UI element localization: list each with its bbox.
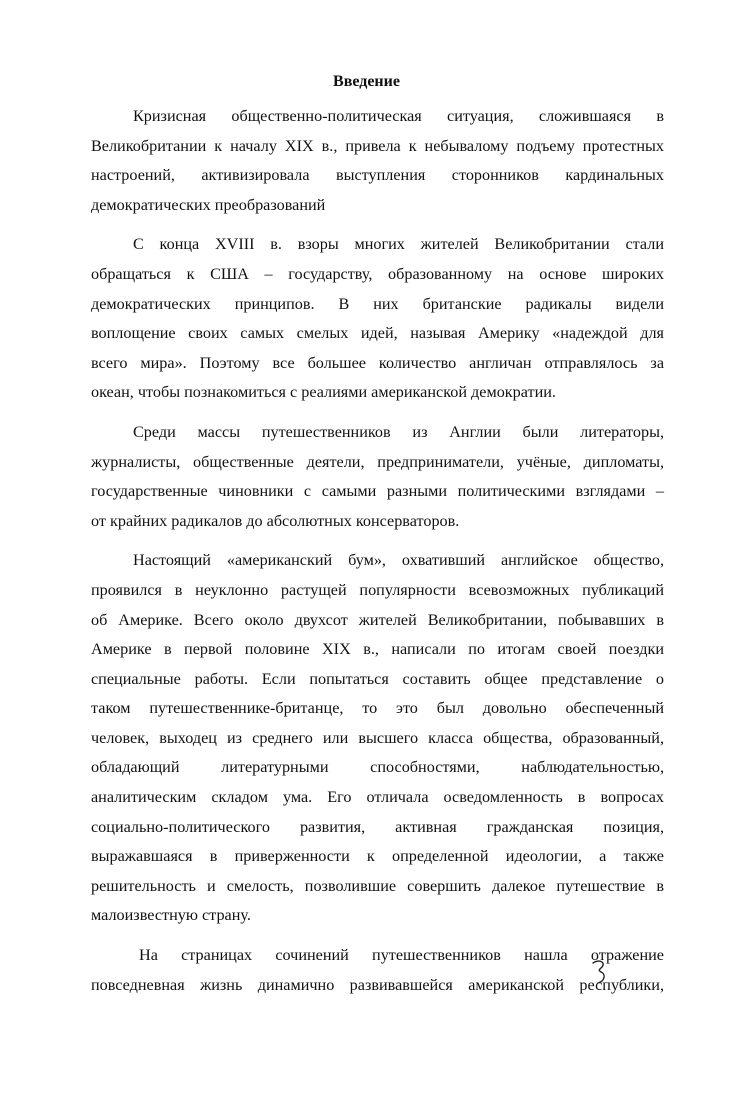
text-line: специальные работы. Если попытаться составить общее представление о bbox=[91, 669, 664, 688]
paragraph-4 bbox=[91, 546, 664, 931]
text-line: об Америке. Всего около двухсот жителей Великобритании, побывавших в bbox=[91, 610, 664, 629]
text-line: настроений, активизировала выступления сторонников кардинальных bbox=[91, 166, 664, 185]
text-line: таком путешественнике-британце, то это был довольно обеспеченный bbox=[91, 699, 664, 718]
text-line: от крайних радикалов до абсолютных консерваторов. bbox=[91, 511, 460, 530]
text-line: аналитическим складом ума. Его отличала осведомленность в вопросах bbox=[91, 788, 664, 807]
text-line: Америке в первой половине XIX в., написали по итогам своей поездки bbox=[91, 640, 664, 659]
text-line: журналисты, общественные деятели, предприниматели, учёные, дипломаты, bbox=[91, 452, 664, 471]
paragraph-2 bbox=[91, 230, 664, 408]
text-line: обладающий литературными способностями, наблюдательностью, bbox=[91, 758, 664, 777]
text-line: государственные чиновники с самыми разными политическими взглядами – bbox=[91, 482, 664, 501]
text-line: Настоящий «американский бум», охвативший английское общество, bbox=[133, 551, 664, 570]
text-line: Великобритании к началу XIX в., привела к небывалому подъему протестных bbox=[91, 136, 664, 155]
body-text bbox=[91, 102, 664, 1000]
text-line: социально-политического развития, активная гражданская позиция, bbox=[91, 817, 664, 836]
handwritten-page-mark bbox=[590, 958, 612, 986]
text-line: решительность и смелость, позволившие совершить далекое путешествие в bbox=[91, 876, 664, 895]
text-line: проявился в неуклонно растущей популярности всевозможных публикаций bbox=[91, 580, 664, 599]
paragraph-1 bbox=[91, 102, 664, 220]
text-line: выражавшаяся в приверженности к определенной идеологии, а также bbox=[91, 847, 664, 866]
text-line: Кризисная общественно-политическая ситуация, сложившаяся в bbox=[133, 107, 664, 125]
paragraph-5 bbox=[91, 941, 664, 1000]
text-line: демократических преобразований bbox=[91, 195, 326, 214]
text-line: воплощение своих самых смелых идей, называя Америку «надеждой для bbox=[91, 324, 664, 343]
text-line: обращаться к США – государству, образованному на основе широких bbox=[91, 264, 664, 283]
text-line: демократических принципов. В них британские радикалы видели bbox=[91, 294, 664, 313]
text-line: С конца XVIII в. взоры многих жителей Великобритании стали bbox=[133, 235, 664, 254]
paragraph-3 bbox=[91, 418, 664, 536]
section-title: Введение bbox=[333, 73, 400, 90]
text-line: человек, выходец из среднего или высшего класса общества, образованный, bbox=[91, 728, 664, 747]
text-line: малоизвестную страну. bbox=[91, 906, 251, 925]
text-line: океан, чтобы познакомиться с реалиями американской демократии. bbox=[91, 383, 556, 402]
text-line: повседневная жизнь динамично развивавшейся американской республики, bbox=[91, 975, 664, 994]
text-line: Среди массы путешественников из Англии были литераторы, bbox=[133, 422, 664, 441]
text-line: На страницах сочинений путешественников нашла отражение bbox=[139, 946, 664, 965]
text-line: всего мира». Поэтому все большее количество англичан отправлялось за bbox=[91, 353, 664, 372]
